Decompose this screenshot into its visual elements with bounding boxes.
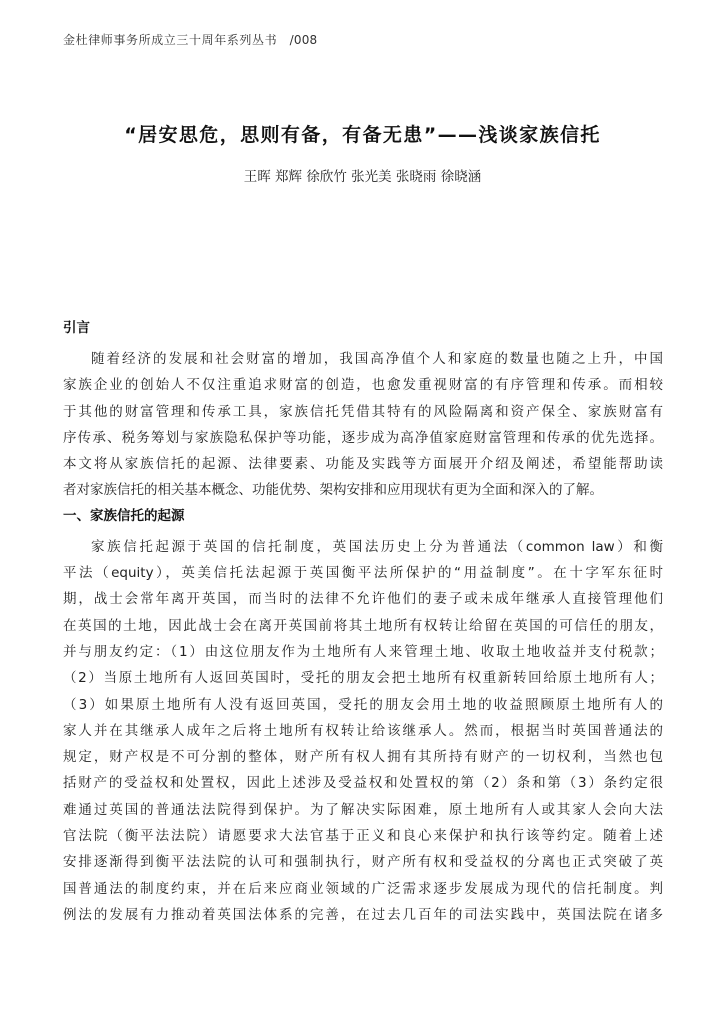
series-title: 金杜律师事务所成立三十周年系列丛书 bbox=[63, 33, 278, 47]
paragraph-line: 于其他的财富管理和传承工具，家族信托凭借其特有的风险隔离和资产保全、家族财富有 bbox=[63, 403, 663, 420]
article-title: “居安思危，思则有备，有备无患”——浅谈家族信托 bbox=[124, 124, 601, 146]
page-number: /008 bbox=[289, 33, 318, 47]
paragraph-line: 难通过英国的普通法法院得到保护。为了解决实际困难，原土地所有人或其家人会向大法 bbox=[63, 801, 663, 818]
paragraph-line: 家族企业的创始人不仅注重追求财富的创造，也愈发重视财富的有序管理和传承。而相较 bbox=[63, 377, 663, 394]
article-body bbox=[63, 318, 663, 928]
paragraph-line: 家人并在其继承人成年之后将土地所有权转让给该继承人。然而，根据当时英国普通法的 bbox=[63, 722, 663, 739]
section-heading-introduction: 引言 bbox=[63, 320, 90, 336]
paragraph-line: 并与朋友约定：（1）由这位朋友作为土地所有人来管理土地、收取土地收益并支付税款； bbox=[63, 643, 663, 660]
paragraph-line: （2）当原土地所有人返回英国时，受托的朋友会把土地所有权重新转回给原土地所有人； bbox=[63, 670, 663, 687]
paragraph-line: 在英国的土地，因此战士会在离开英国前将其土地所有权转让给留在英国的可信任的朋友， bbox=[63, 617, 663, 634]
running-header bbox=[63, 31, 317, 48]
paragraph-line: 序传承、税务筹划与家族隐私保护等功能，逐步成为高净值家庭财富管理和传承的优先选择。 bbox=[63, 429, 663, 446]
paragraph-line: 官法院（衡平法法院）请愿要求大法官基于正义和良心来保护和执行该等约定。随着上述 bbox=[63, 828, 663, 845]
paragraph-line: 安排逐渐得到衡平法法院的认可和强制执行，财产所有权和受益权的分离也正式突破了英 bbox=[63, 854, 663, 871]
paragraph-line: 规定，财产权是不可分割的整体，财产所有权人拥有其所持有财产的一切权利，当然也包 bbox=[63, 749, 663, 766]
paragraph-line: 例法的发展有力推动着英国法体系的完善，在过去几百年的司法实践中，英国法院在诸多 bbox=[63, 906, 663, 923]
paragraph-line: 平法（equity），英美信托法起源于英国衡平法所保护的“用益制度”。在十字军东征时 bbox=[63, 565, 663, 582]
paragraph-line: 国普通法的制度约束，并在后来应商业领域的广泛需求逐步发展成为现代的信托制度。判 bbox=[63, 880, 663, 897]
paragraph-line: 括财产的受益权和处置权，因此上述涉及受益权和处置权的第（2）条和第（3）条约定很 bbox=[63, 775, 663, 792]
article-authors: 王晖 郑辉 徐欣竹 张光美 张晓雨 徐晓涵 bbox=[243, 169, 482, 185]
paragraph-line: 随着经济的发展和社会财富的增加，我国高净值个人和家庭的数量也随之上升，中国 bbox=[91, 351, 663, 367]
paragraph-line: 本文将从家族信托的起源、法律要素、功能及实践等方面展开介绍及阐述，希望能帮助读 bbox=[63, 456, 663, 473]
section-heading-origin: 一、家族信托的起源 bbox=[63, 507, 185, 524]
paragraph-line: （3）如果原土地所有人没有返回英国，受托的朋友会用土地的收益照顾原土地所有人的 bbox=[63, 696, 663, 713]
paragraph-line: 期，战士会常年离开英国，而当时的法律不允许他们的妻子或未成年继承人直接管理他们 bbox=[63, 591, 663, 608]
paragraph-line: 者对家族信托的相关基本概念、功能优势、架构安排和应用现状有更为全面和深入的了解。 bbox=[63, 482, 603, 499]
paragraph-line: 家族信托起源于英国的信托制度，英国法历史上分为普通法（common law）和衡 bbox=[91, 538, 663, 555]
